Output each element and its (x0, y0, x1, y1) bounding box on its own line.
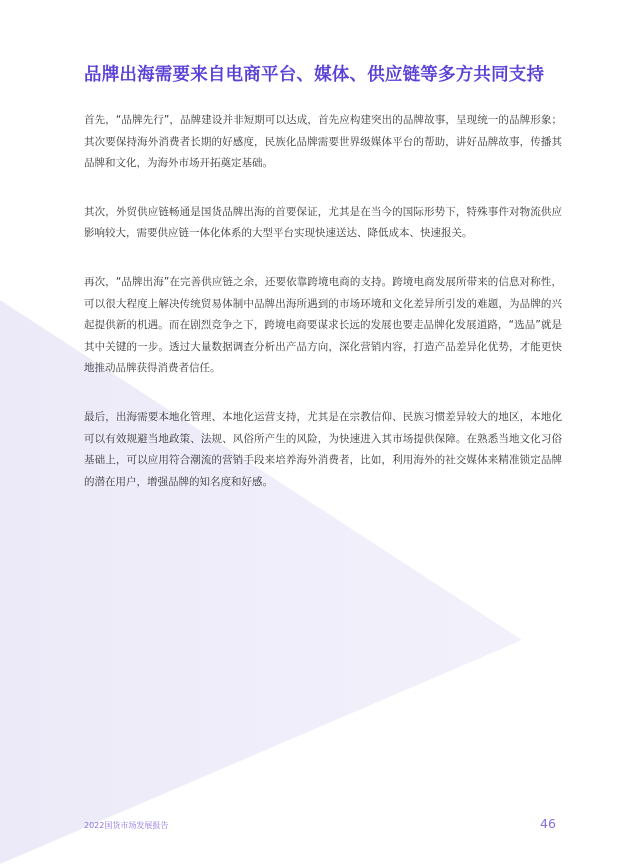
footer-report-name: 2022国货市场发展报告 (84, 821, 169, 830)
paragraph-first: 首先，“品牌先行”，品牌建设并非短期可以达成，首先应构建突出的品牌故事，呈现统一的品牌形象；其次要保持海外消费者长期的好感度，民族化品牌需要世界级媒体平台的帮助，讲好品牌故事，传播其品牌和文化，为海外市场开拓奠定基础。 (84, 114, 562, 170)
content-area (84, 62, 562, 520)
paragraph-third: 再次，“品牌出海”在完善供应链之余，还要依靠跨境电商的支持。跨境电商发展所带来的信息对称性，可以很大程度上解决传统贸易体制中品牌出海所遇到的市场环境和文化差异所引发的难题，为品牌的兴起提供新的机遇。而在剧烈竞争之下，跨境电商要谋求长远的发展也要走品牌化发展道路，“选品”就是其中关键的一步。透过大量数据调查分析出产品方向，深化营销内容，打造产品差异化优势，才能更快地推动品牌获得消费者信任。 (84, 275, 562, 375)
page-number: 46 (540, 816, 556, 831)
page-title: 品牌出海需要来自电商平台、媒体、供应链等多方共同支持 (84, 65, 545, 85)
paragraph-fourth: 最后，出海需要本地化管理、本地化运营支持，尤其是在宗教信仰、民族习惯差异较大的地区，本地化可以有效规避当地政策、法规、风俗所产生的风险，为快速进入其市场提供保障。在熟悉当地文化习俗基础上，可以应用符合潮流的营销手段来培养海外消费者，比如，利用海外的社交媒体来精准锁定品牌的潜在用户，增强品牌的知名度和好感。 (84, 410, 562, 488)
paragraph-second: 其次，外贸供应链畅通是国货品牌出海的首要保证，尤其是在当今的国际形势下，特殊事件对物流供应影响较大，需要供应链一体化体系的大型平台实现快速送达、降低成本、快速报关。 (84, 205, 562, 240)
